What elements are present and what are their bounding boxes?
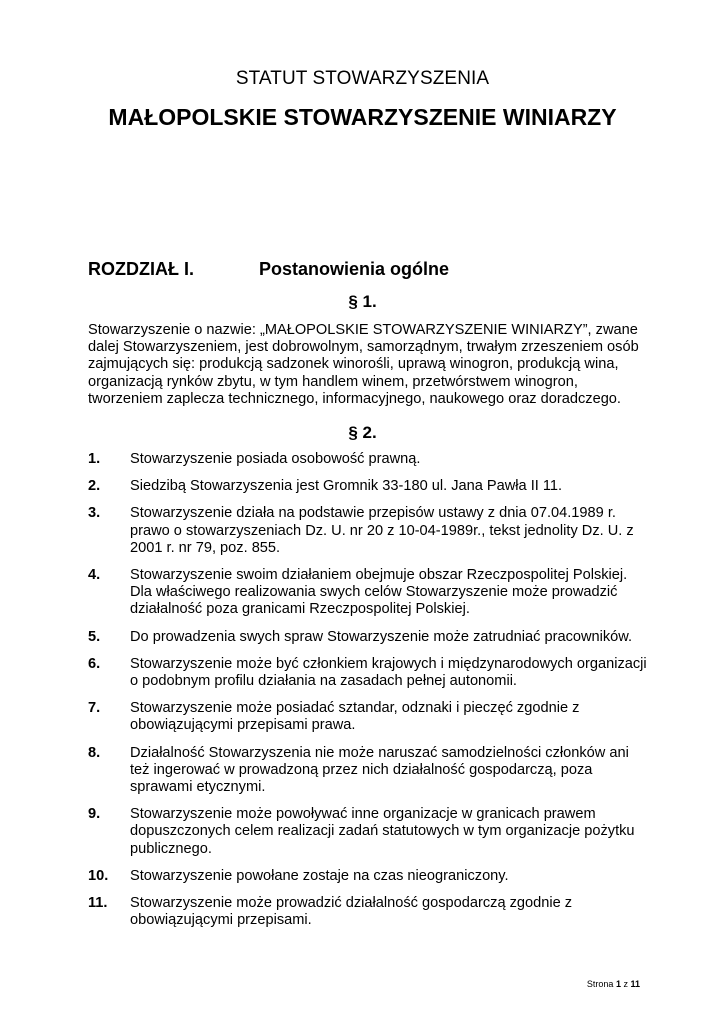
item-number: 2.: [88, 478, 101, 495]
item-number: 5.: [88, 628, 101, 645]
total-pages-number: 11: [630, 979, 640, 989]
item-text: Stowarzyszenie swoim działaniem obejmuje obszar Rzeczpospolitej Polskiej. Dla właściwego realizowania swych celów Stowarzyszenie może prowadzić działalność poza granicami Rzeczpospolitej Polskiej.: [130, 567, 628, 618]
item-number: 9.: [88, 806, 101, 823]
item-text: Stowarzyszenie może powoływać inne organizacje w granicach prawem dopuszczonych celem realizacji zadań statutowych w tym organizacje pożytku publicznego.: [130, 806, 635, 857]
list-item: [88, 656, 648, 690]
item-number: 8.: [88, 744, 101, 761]
item-text: Stowarzyszenie może prowadzić działalność gospodarczą zgodnie z obowiązującymi przepisami.: [130, 895, 573, 929]
item-text: Do prowadzenia swych spraw Stowarzyszenie może zatrudniać pracowników.: [130, 628, 633, 645]
footer-prefix: Strona: [586, 979, 614, 989]
item-number: 3.: [88, 505, 101, 522]
chapter-heading: [88, 259, 648, 280]
list-item: [88, 505, 648, 557]
item-number: 11.: [88, 895, 108, 912]
item-text: Siedzibą Stowarzyszenia jest Gromnik 33-180 ul. Jana Pawła II 11.: [130, 478, 563, 495]
list-item: [88, 745, 648, 797]
item-number: 1.: [88, 451, 101, 467]
item-text: Stowarzyszenie może być członkiem krajowych i międzynarodowych organizacji o podobnym profilu działania na zasadach pełnej autonomii.: [130, 655, 647, 690]
item-number: 6.: [88, 655, 101, 672]
item-text: Stowarzyszenie powołane zostaje na czas nieograniczony.: [130, 867, 509, 884]
list-item: [88, 700, 648, 734]
list-item: [88, 629, 648, 646]
item-text: Stowarzyszenie posiada osobowość prawną.: [130, 451, 421, 467]
item-number: 10.: [88, 867, 109, 884]
statute-heading: STATUT STOWARZYSZENIA: [235, 68, 490, 89]
item-text: Działalność Stowarzyszenia nie może naruszać samodzielności członków ani też ingerować w prowadzoną przez nich działalność gospodarczą, poza sprawami etycznymi.: [130, 744, 629, 796]
list-item: [88, 451, 648, 468]
footer-separator: z: [623, 979, 628, 989]
chapter-title: Postanowienia ogólne: [259, 259, 450, 279]
chapter-number: ROZDZIAŁ I.: [88, 259, 194, 279]
page-footer: [587, 979, 640, 989]
item-number: 7.: [88, 700, 101, 717]
list-item: [88, 567, 648, 619]
list-item: [88, 478, 648, 495]
list-item: [88, 806, 648, 858]
current-page-number: 1: [615, 979, 621, 989]
item-number: 4.: [88, 567, 101, 584]
section-1-text: Stowarzyszenie o nazwie: „MAŁOPOLSKIE STOWARZYSZENIE WINIARZY”, zwane dalej Stowarzyszeniem, jest dobrowolnym, samorządnym, trwałym zrzeszeniem osób zajmujących się: produkcją sadzonek winorośli, uprawą winogron, produkcją wina, organizacją rynków zbytu, w tym handlem winem, przetwórstwem winogron, tworzeniem zaplecza technicznego, informacyjnego, naukowego oraz doradczego.: [88, 322, 639, 407]
section-2-list: [88, 451, 648, 939]
item-text: Stowarzyszenie może posiadać sztandar, odznaki i pieczęć zgodnie z obowiązującymi przepisami prawa.: [130, 700, 580, 734]
item-text: Stowarzyszenie działa na podstawie przepisów ustawy z dnia 07.04.1989 r. prawo o stowarzyszeniach Dz. U. nr 20 z 10-04-1989r., tekst jednolity Dz. U. z 2001 r. nr 79, poz. 855.: [130, 505, 634, 556]
section-1-label: § 1.: [348, 292, 377, 311]
section-2-label: § 2.: [348, 423, 377, 442]
list-item: [88, 868, 648, 885]
association-name-heading: MAŁOPOLSKIE STOWARZYSZENIE WINIARZY: [108, 104, 617, 130]
list-item: [88, 895, 648, 929]
